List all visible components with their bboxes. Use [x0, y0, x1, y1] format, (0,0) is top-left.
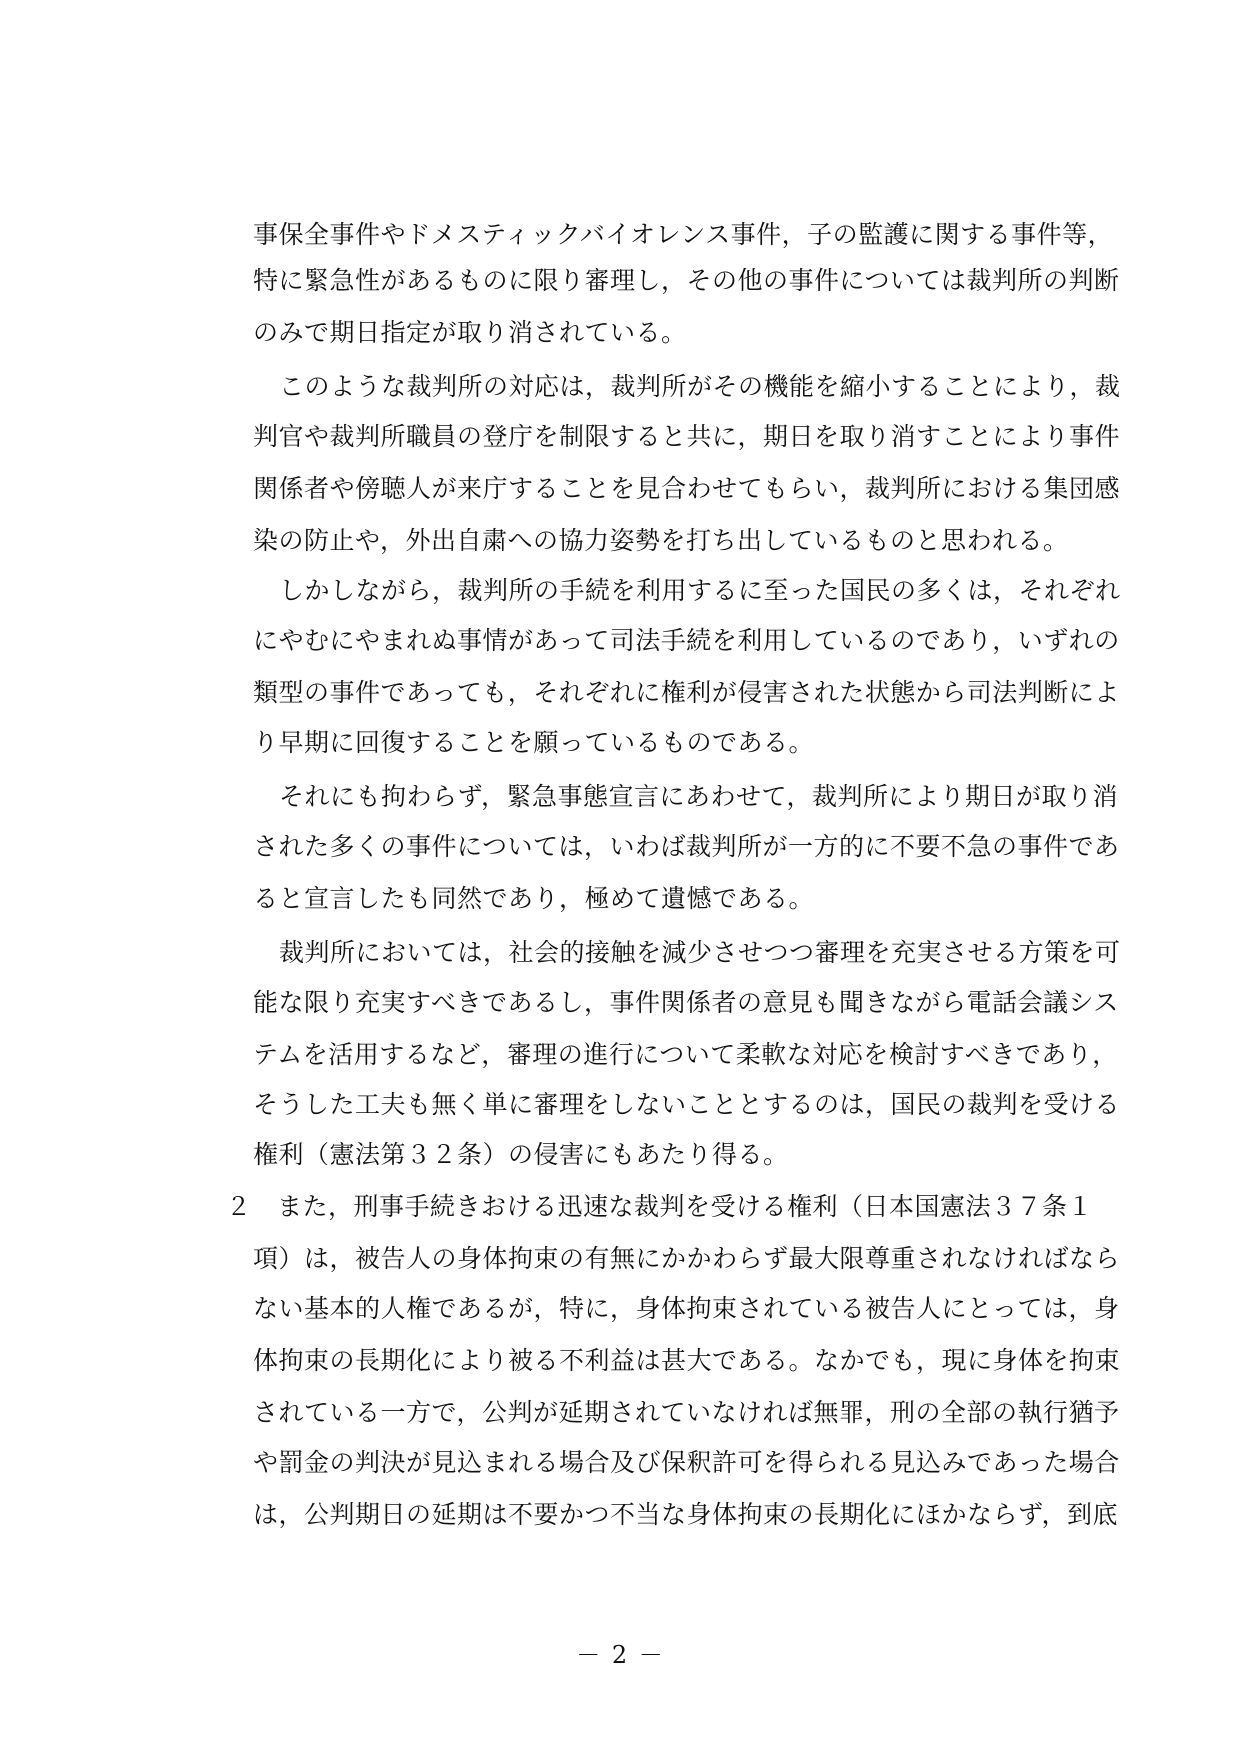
body-line-9: にやむにやまれぬ事情があって司法手続を利用しているのであり，いずれの [253, 626, 1120, 655]
body-line-4: このような裁判所の対応は，裁判所がその機能を縮小することにより，裁 [279, 372, 1121, 401]
body-line-19: 権利（憲法第３２条）の侵害にもあたり得る。 [253, 1140, 789, 1169]
body-line-14: ると宣言したも同然であり，極めて遺憾である。 [253, 884, 815, 913]
body-line-21: 項）は，被告人の身体拘束の有無にかかわらず最大限尊重されなければなら [253, 1244, 1121, 1273]
body-line-13: された多くの事件については，いわば裁判所が一方的に不要不急の事件であ [253, 832, 1120, 861]
body-line-8: しかしながら，裁判所の手続を利用するに至った国民の多くは，それぞれ [279, 576, 1121, 605]
body-line-7: 染の防止や，外出自粛への協力姿勢を打ち出しているものと思われる。 [253, 526, 1069, 555]
body-line-6: 関係者や傍聴人が来庁することを見合わせてもらい，裁判所における集団感 [253, 474, 1121, 503]
body-line-22: ない基本的人権であるが，特に，身体拘束されている被告人にとっては，身 [253, 1294, 1120, 1323]
body-line-1: 事保全事件やドメスティックバイオレンス事件，子の監護に関する事件等， [253, 220, 1114, 249]
body-line-3: のみで期日指定が取り消されている。 [253, 318, 687, 347]
page-number: － 2 － [576, 1641, 665, 1669]
body-line-25: や罰金の判決が見込まれる場合及び保釈許可を得られる見込みであった場合 [253, 1448, 1120, 1477]
body-line-12: それにも拘わらず，緊急事態宣言にあわせて，裁判所により期日が取り消 [279, 782, 1119, 811]
body-line-23: 体拘束の長期化により被る不利益は甚大である。なかでも，現に身体を拘束 [253, 1346, 1121, 1375]
body-line-5: 判官や裁判所職員の登庁を制限すると共に，期日を取り消すことにより事件 [253, 422, 1121, 451]
body-line-26: は，公判期日の延期は不要かつ不当な身体拘束の長期化にほかならず，到底 [253, 1500, 1119, 1529]
body-line-11: り早期に回復することを願っているものである。 [253, 728, 815, 757]
body-line-10: 類型の事件であっても，それぞれに権利が侵害された状態から司法判断によ [253, 678, 1120, 707]
body-line-17: テムを活用するなど，審理の進行について柔軟な対応を検討すべきであり， [253, 1040, 1118, 1069]
body-line-2: 特に緊急性があるものに限り審理し，その他の事件については裁判所の判断 [253, 266, 1120, 295]
body-line-16: 能な限り充実すべきであるし，事件関係者の意見も聞きながら電話会議シス [253, 988, 1119, 1017]
body-line-18: そうした工夫も無く単に審理をしないこととするのは，国民の裁判を受ける [253, 1090, 1121, 1119]
body-line-24: されている一方で，公判が延期されていなければ無罪，刑の全部の執行猶予 [253, 1398, 1120, 1427]
body-line-20: ２ また，刑事手続きおける迅速な裁判を受ける権利（日本国憲法３７条１ [226, 1192, 1094, 1221]
body-line-15: 裁判所においては，社会的接触を減少させつつ審理を充実させる方策を可 [279, 938, 1121, 967]
